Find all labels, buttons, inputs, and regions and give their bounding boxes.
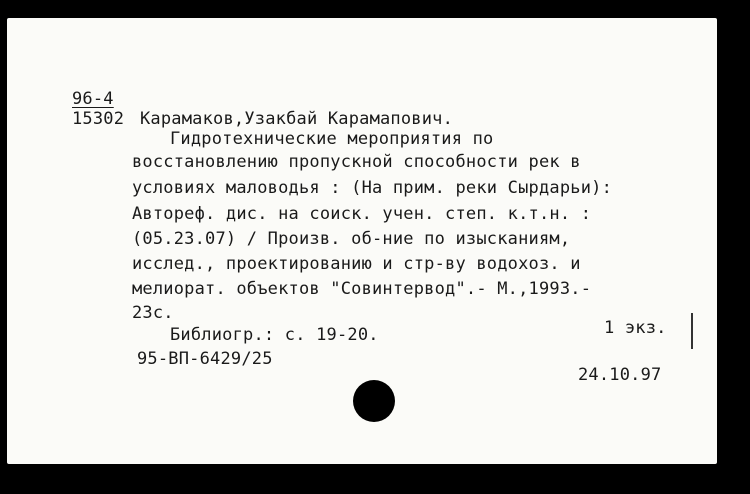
- description-line: восстановлению пропускной способности рек в: [132, 152, 581, 172]
- edge-mark: [691, 313, 693, 349]
- title-line: Гидротехнические мероприятия по: [170, 129, 494, 149]
- description-line: мелиорат. объектов "Совинтервод".- М.,1993.-: [132, 279, 592, 299]
- bibliography-note: Библиогр.: с. 19-20.: [170, 325, 379, 345]
- copies-count: 1 экз.: [604, 318, 667, 338]
- punch-hole: [353, 380, 395, 422]
- author-heading: Карамаков,Узакбай Карамапович.: [140, 109, 454, 129]
- description-line: условиях маловодья : (На прим. реки Сырдарьи):: [132, 178, 613, 198]
- shelf-mark: 96-4: [72, 89, 114, 109]
- accession-number: 15302: [72, 109, 125, 129]
- description-line: 23с.: [132, 303, 174, 323]
- registration-code: 95-ВП-6429/25: [137, 349, 273, 369]
- date-stamp: 24.10.97: [578, 365, 662, 385]
- description-line: (05.23.07) / Произв. об-ние по изысканиям,: [132, 229, 571, 249]
- description-line: Автореф. дис. на соиск. учен. степ. к.т.н. :: [132, 204, 592, 224]
- description-line: исслед., проектированию и стр-ву водохоз. и: [132, 254, 581, 274]
